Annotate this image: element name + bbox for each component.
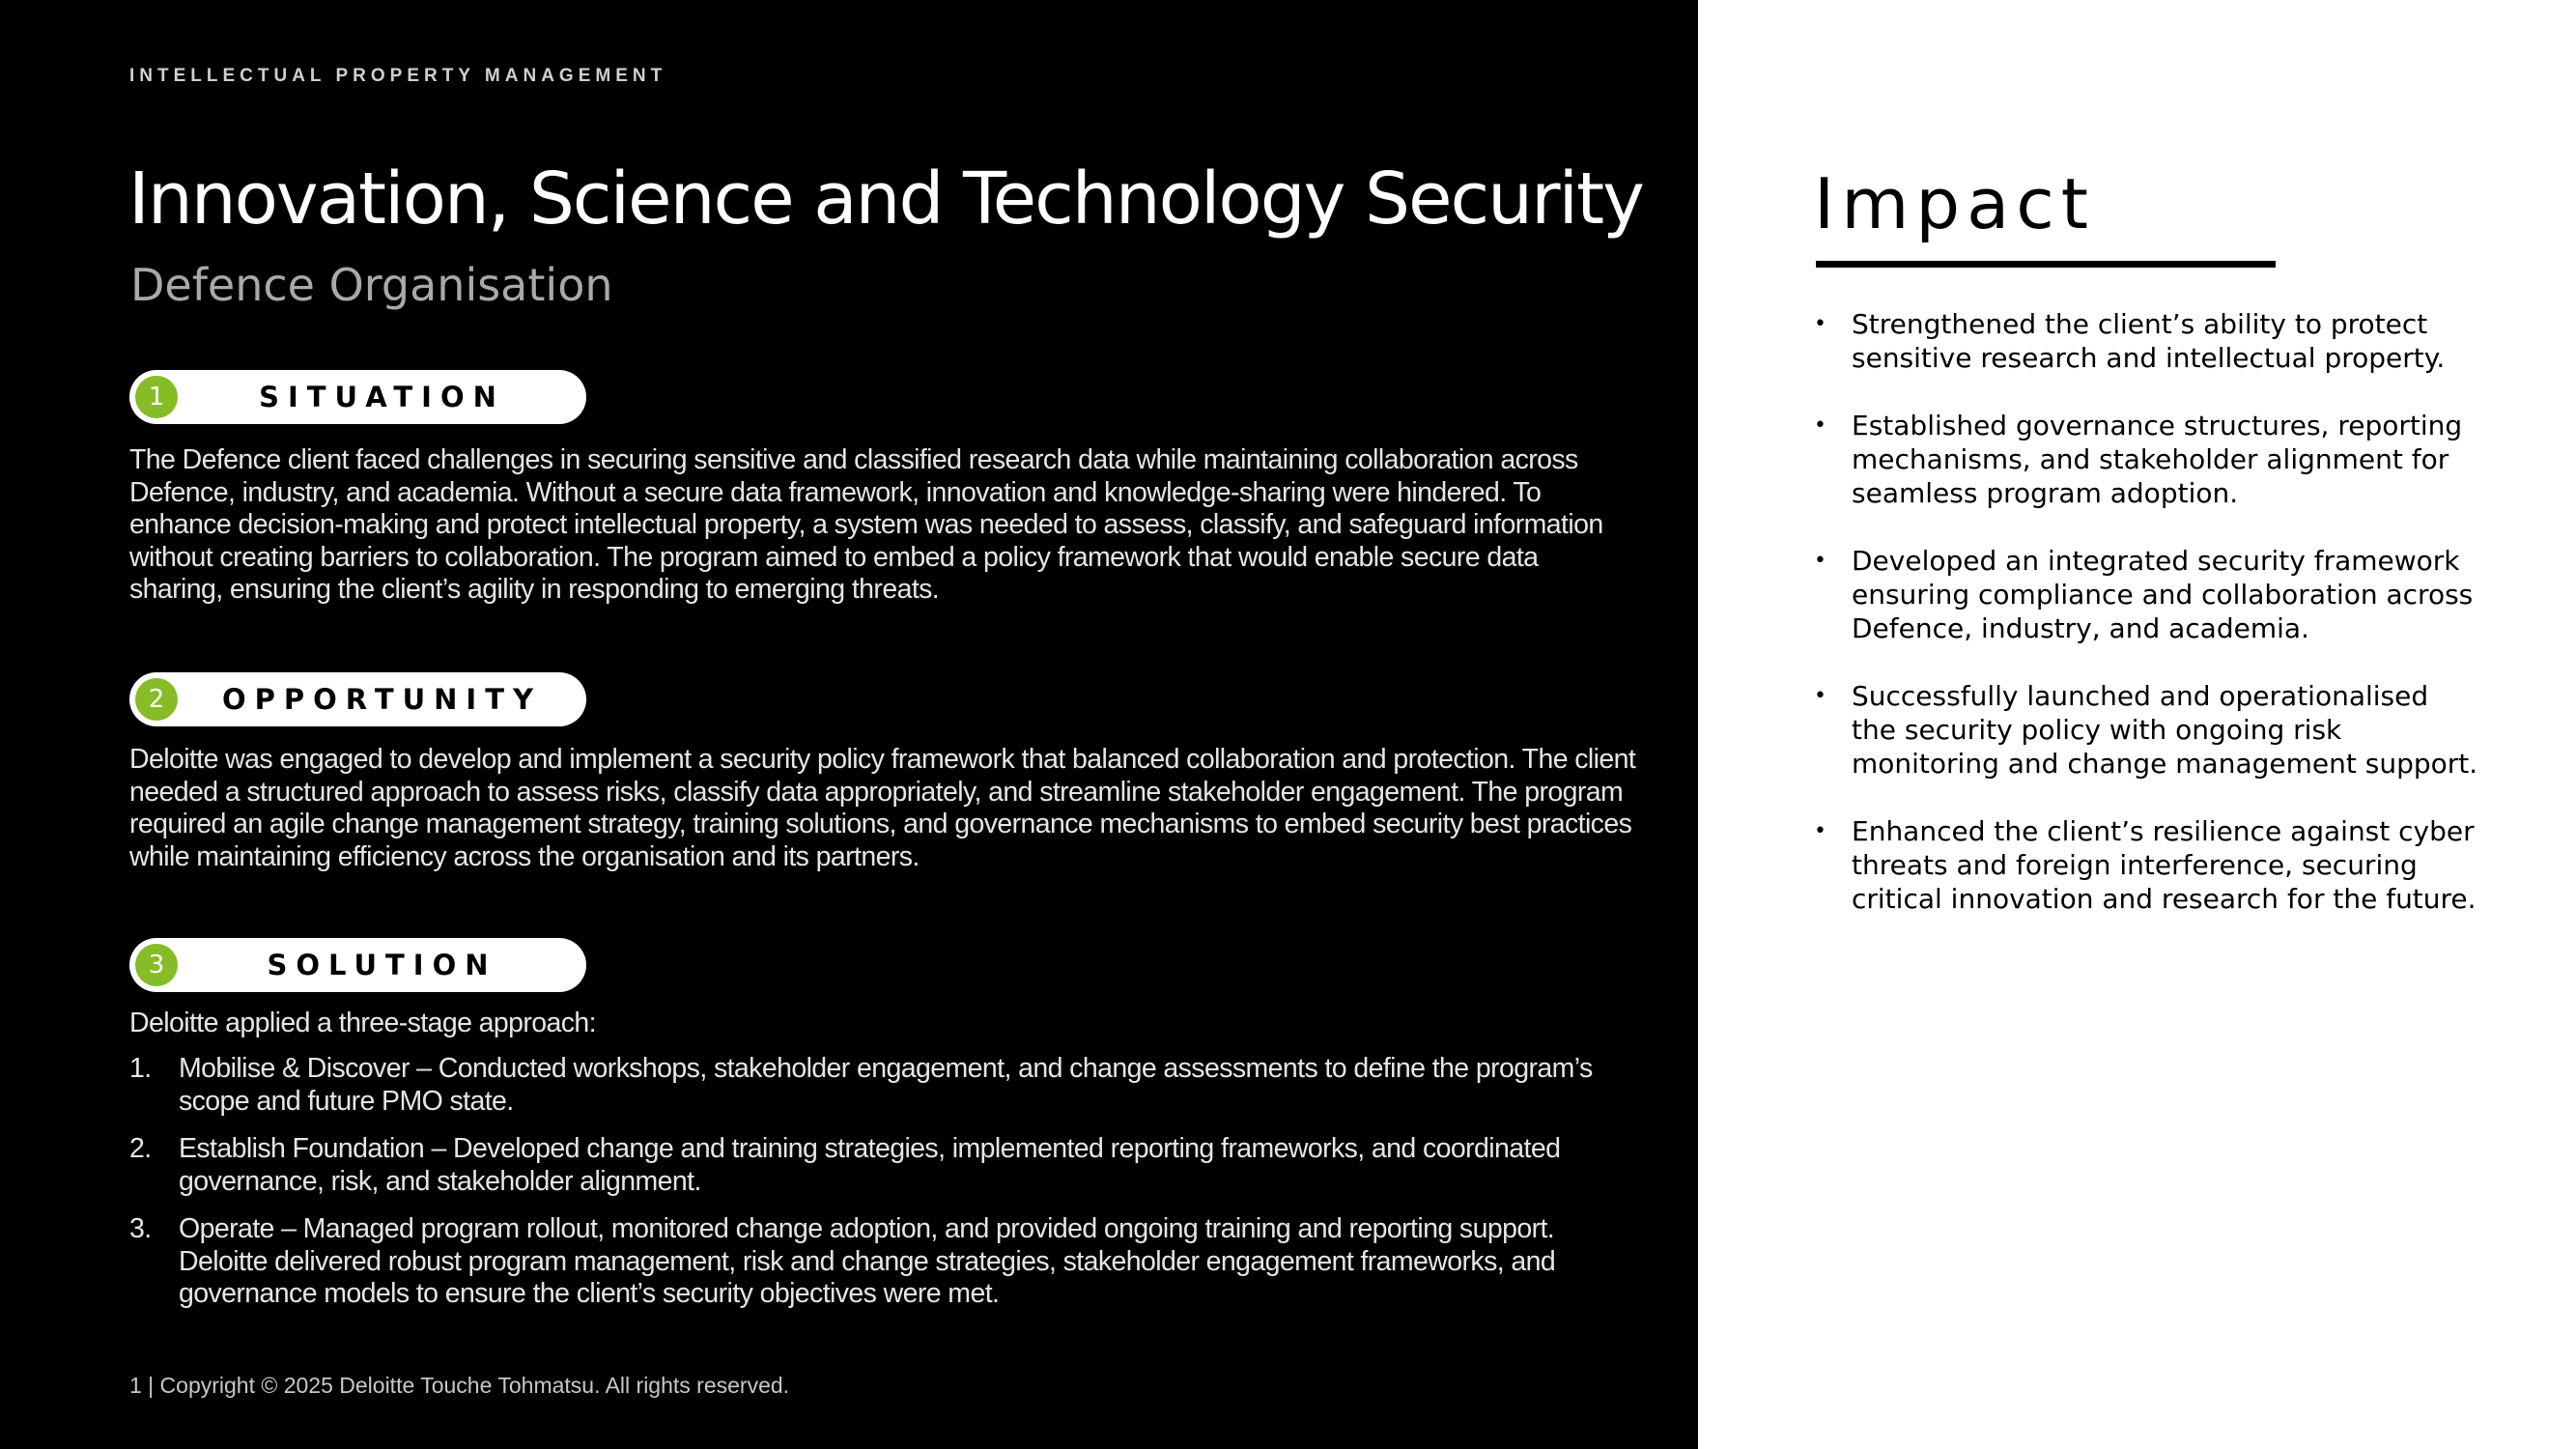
step-number: 3. bbox=[129, 1213, 152, 1244]
footer-copyright: 1 | Copyright © 2025 Deloitte Touche Tohmatsu. All rights reserved. bbox=[129, 1373, 790, 1398]
situation-header bbox=[129, 370, 586, 424]
page-title: Innovation, Science and Technology Security bbox=[128, 157, 1643, 241]
list-item bbox=[1814, 544, 2480, 645]
impact-item-text: Successfully launched and operationalised the security policy with ongoing risk monitoring and change management support. bbox=[1852, 680, 2478, 780]
impact-item-text: Enhanced the client’s resilience against cyber threats and foreign interference, securing critical innovation and research for the future. bbox=[1852, 815, 2477, 915]
impact-item-text: Developed an integrated security framework ensuring compliance and collaboration across Defence, industry, and academia. bbox=[1852, 545, 2474, 644]
list-item bbox=[1814, 409, 2480, 510]
impact-divider bbox=[1816, 261, 2276, 268]
page-subtitle: Defence Organisation bbox=[130, 259, 613, 311]
opportunity-text: Deloitte was engaged to develop and implement a security policy framework that balanced collaboration and protection. The client needed a structured approach to assess risks, classify data appropriately, and streamline stakeholder engagement. The program required an agile change management strategy, training solutions, and governance mechanisms to embed security best practices while maintaining efficiency across the organisation and its partners. bbox=[129, 744, 1636, 872]
solution-steps bbox=[129, 1053, 1638, 1326]
list-item bbox=[129, 1133, 1638, 1198]
list-item bbox=[1814, 814, 2480, 916]
opportunity-label: OPPORTUNITY bbox=[221, 683, 542, 716]
impact-item-text: Strengthened the client’s ability to protect sensitive research and intellectual property. bbox=[1852, 308, 2446, 374]
list-item bbox=[1814, 307, 2480, 375]
step-text: Establish Foundation – Developed change and training strategies, implemented reporting frameworks, and coordinated governance, risk, and stakeholder alignment. bbox=[179, 1133, 1561, 1197]
opportunity-header bbox=[129, 672, 586, 726]
situation-number-badge: 1 bbox=[135, 376, 178, 418]
bullet-icon: • bbox=[1814, 413, 1826, 438]
situation-label: SITUATION bbox=[259, 381, 505, 413]
situation-text: The Defence client faced challenges in securing sensitive and classified research data while maintaining collaboration across Defence, industry, and academia. Without a secure data framework, innovation and knowledge-sharing were hindered. To enhance decision-making and protect intellectual property, a system was needed to assess, classify, and safeguard information without creating barriers to collaboration. The program aimed to embed a policy framework that would enable secure data sharing, ensuring the client’s agility in responding to emerging threats. bbox=[129, 444, 1603, 605]
opportunity-number-badge: 2 bbox=[135, 678, 178, 721]
list-item bbox=[1814, 679, 2480, 781]
step-text: Mobilise & Discover – Conducted workshops, stakeholder engagement, and change assessments to define the program’s scope and future PMO state. bbox=[179, 1053, 1593, 1117]
bullet-icon: • bbox=[1814, 819, 1826, 843]
step-text: Operate – Managed program rollout, monitored change adoption, and provided ongoing training and reporting support. Deloitte delivered robust program management, risk and change strategies, stakeholder engagement frameworks, and governance models to ensure the client’s security objectives were met. bbox=[179, 1213, 1556, 1309]
solution-label: SOLUTION bbox=[267, 949, 497, 981]
impact-title: Impact bbox=[1814, 163, 2096, 244]
bullet-icon: • bbox=[1814, 312, 1826, 336]
solution-number-badge: 3 bbox=[135, 944, 178, 986]
impact-list bbox=[1814, 307, 2480, 950]
bullet-icon: • bbox=[1814, 549, 1826, 573]
impact-item-text: Established governance structures, reporting mechanisms, and stakeholder alignment for seamless program adoption. bbox=[1852, 410, 2463, 509]
step-number: 1. bbox=[129, 1053, 152, 1084]
eyebrow-label: INTELLECTUAL PROPERTY MANAGEMENT bbox=[129, 66, 667, 86]
list-item bbox=[129, 1213, 1638, 1311]
list-item bbox=[129, 1053, 1638, 1118]
bullet-icon: • bbox=[1814, 684, 1826, 708]
step-number: 2. bbox=[129, 1133, 152, 1164]
solution-header bbox=[129, 938, 586, 992]
solution-intro: Deloitte applied a three-stage approach: bbox=[129, 1008, 597, 1038]
